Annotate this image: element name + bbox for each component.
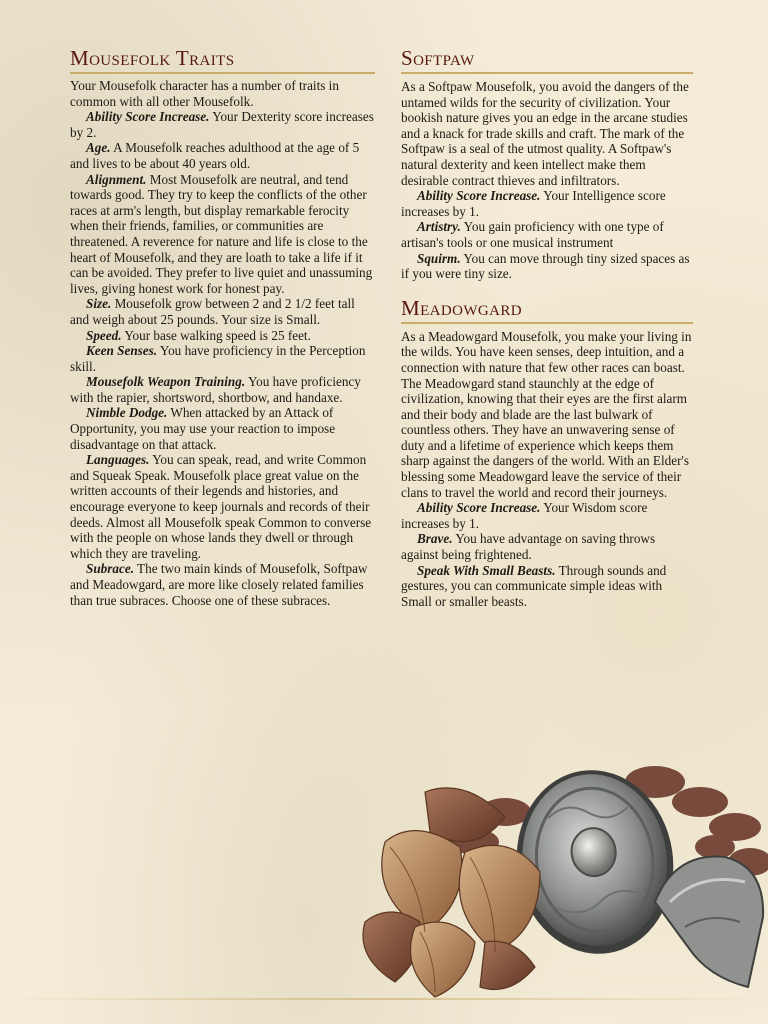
trait-paragraph (401, 563, 693, 610)
trait-label: Ability Score Increase. (417, 188, 541, 204)
trait-text: Mousefolk grow between 2 and 2 1/2 feet tall and weigh about 25 pounds. Your size is Small. (70, 296, 355, 327)
softpaw-traits-list (401, 188, 693, 282)
trait-paragraph (70, 343, 375, 374)
trait-label: Subrace. (86, 561, 134, 577)
trait-label: Size. (86, 296, 112, 312)
trait-label: Keen Senses. (86, 343, 158, 359)
mousefolk-intro: Your Mousefolk character has a number of traits in common with all other Mousefolk. (70, 78, 339, 109)
meadowgard-heading: Meadowgard (401, 296, 693, 324)
trait-text: You have proficiency with the rapier, shortsword, shortbow, and handaxe. (70, 374, 361, 405)
shield-and-leaves-illustration (355, 752, 768, 1002)
trait-paragraph (401, 219, 693, 250)
trait-label: Squirm. (417, 250, 461, 266)
trait-text: Your Intelligence score increases by 1. (401, 188, 666, 219)
trait-label: Nimble Dodge. (86, 405, 168, 421)
trait-text: Your Wisdom score increases by 1. (401, 500, 648, 531)
trait-text: You have advantage on saving throws against being frightened. (401, 531, 656, 563)
trait-paragraph (401, 251, 693, 282)
left-column (70, 46, 375, 608)
trait-text: Your Dexterity score increases by 2. (70, 109, 374, 140)
trait-label: Artistry. (417, 219, 461, 235)
trait-text: You have proficiency in the Perception skill. (70, 343, 366, 374)
trait-text: When attacked by an Attack of Opportunity, you may use your reaction to impose disadvantage on that attack. (70, 405, 336, 452)
trait-paragraph (401, 188, 693, 219)
trait-label: Ability Score Increase. (417, 500, 541, 516)
trait-text: Your base walking speed is 25 feet. (121, 327, 311, 343)
trait-paragraph (70, 452, 375, 561)
trait-paragraph (70, 561, 375, 608)
trait-text: The two main kinds of Mousefolk, Softpaw and Meadowgard, are more like closely related families than true subraces. Choose one of these subraces. (70, 561, 368, 608)
trait-paragraph (401, 531, 693, 562)
softpaw-heading: Softpaw (401, 46, 693, 74)
trait-label: Speak With Small Beasts. (417, 562, 556, 578)
trait-label: Alignment. (86, 171, 147, 187)
trait-text: You gain proficiency with one type of artisan's tools or one musical instrument (401, 219, 664, 250)
trait-text: You can move through tiny sized spaces as if you were tiny size. (401, 250, 690, 282)
mousefolk-traits-heading: Mousefolk Traits (70, 46, 375, 74)
trait-label: Mousefolk Weapon Training. (86, 374, 246, 390)
trait-paragraph (70, 374, 375, 405)
trait-text: Through sounds and gestures, you can communicate simple ideas with Small or smaller beasts. (401, 562, 667, 609)
trait-paragraph (70, 109, 375, 140)
mousefolk-traits-list (70, 109, 375, 608)
trait-label: Speed. (86, 327, 122, 343)
trait-paragraph (70, 296, 375, 327)
trait-label: Ability Score Increase. (86, 109, 210, 125)
footer-rule (0, 998, 768, 1000)
trait-text: Most Mousefolk are neutral, and tend towards good. They try to keep the conflicts of the other races at arm's length, but display remarkable ferocity when their friends, families, or communities are threatened. A reverence for nature and life is close to the heart of Mousefolk, and they are loath to take a life if it can be avoided. They prefer to live quiet and unassuming lives, giving honest work for honest pay. (70, 171, 373, 296)
trait-label: Brave. (417, 531, 453, 547)
trait-paragraph (70, 328, 375, 344)
meadowgard-traits-list (401, 500, 693, 609)
trait-text: A Mousefolk reaches adulthood at the age of 5 and lives to be about 40 years old. (70, 140, 360, 171)
trait-text: You can speak, read, and write Common and Squeak Speak. Mousefolk place great value on the written accounts of their legends and histories, and encourage everyone to keep journals and records of their deeds. Almost all Mousefolk speak Common to converse with the people on whose lands they dwell or through which they are traveling. (70, 452, 372, 561)
trait-paragraph (70, 140, 375, 171)
trait-paragraph (70, 405, 375, 452)
right-column (401, 46, 693, 609)
softpaw-intro: As a Softpaw Mousefolk, you avoid the dangers of the untamed wilds for the security of civilization. Your bookish nature gives you an edge in the arcane studies and a knack for trade skills and craft. The mark of the Softpaw is a seal of the utmost quality. A Softpaw's natural dexterity and keen intellect make them desirable contract thieves and infiltrators. (401, 79, 689, 188)
meadowgard-intro: As a Meadowgard Mousefolk, you make your living in the wilds. You have keen senses, deep intuition, and a connection with nature that few other races can boast. The Meadowgard stand staunchly at the edge of civilization, knowing that their eyes are the first alarm and their body and blade are the last bulwark of countless others. They have an unwavering sense of duty and a lifetime of experience which keeps them sharp against the dangers of the world. With an Elder's blessing some Meadowgard leave the service of their clans to travel the world and record their journeys. (401, 328, 692, 500)
trait-label: Languages. (86, 452, 150, 468)
trait-paragraph (401, 500, 693, 531)
trait-label: Age. (86, 140, 111, 156)
trait-paragraph (70, 172, 375, 297)
